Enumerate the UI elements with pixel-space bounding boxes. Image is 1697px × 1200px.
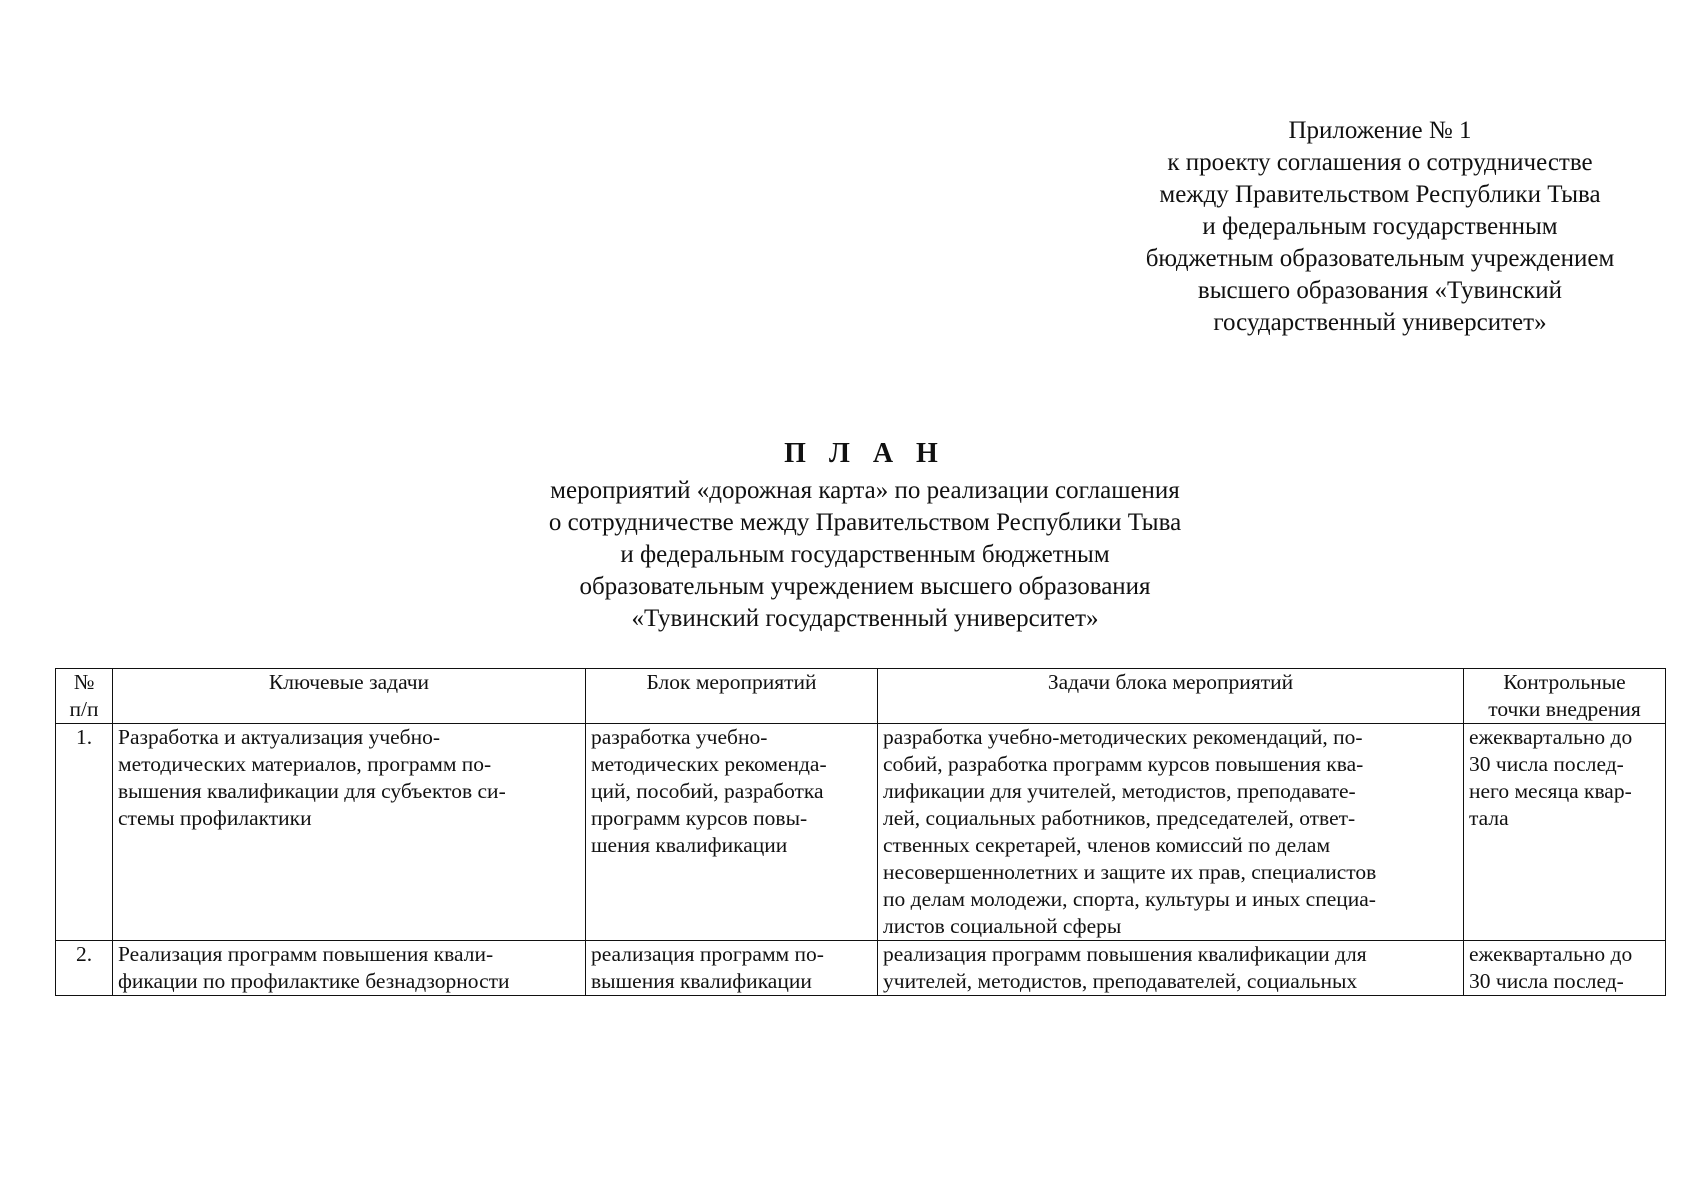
row-block-tasks: разработка учебно-методических рекомендаций, по- собий, разработка программ курсов повышения ква- лификации для учителей, методистов, преподавате- лей, социальных работников, председателей, ответ- ственных секретарей, членов комиссий по делам несовершеннолетних и защите их прав, специалистов по делам молодежи, спорта, культуры и иных специа- листов социальной сферы [878,724,1464,941]
row-num: 2. [56,941,113,996]
plan-table [55,668,1666,996]
appendix-line: бюджетным образовательным учреждением [1145,245,1615,272]
row-num: 1. [56,724,113,941]
row-checkpoints: ежеквартально до 30 числа послед- него месяца квар- тала [1464,724,1666,941]
table-row [56,724,1666,941]
plan-subtitle-line: о сотрудничестве между Правительством Республики Тыва [548,509,1182,536]
appendix-line: Приложение № 1 [1288,117,1472,144]
appendix-header [1110,115,1650,339]
header-num: № п/п [56,669,113,724]
header-event-block: Блок мероприятий [586,669,878,724]
header-block-tasks: Задачи блока мероприятий [878,669,1464,724]
table-header-row [56,669,1666,724]
row-block-tasks: реализация программ повышения квалификации для учителей, методистов, преподавателей, социальных [878,941,1464,996]
plan-title: П Л А Н [784,438,946,469]
row-key-tasks: Разработка и актуализация учебно- методических материалов, программ по- вышения квалификации для субъектов си- стемы профилактики [113,724,586,941]
appendix-line: к проекту соглашения о сотрудничестве [1167,149,1593,176]
appendix-line: государственный университет» [1213,309,1547,336]
appendix-line: и федеральным государственным [1202,213,1558,240]
header-checkpoints: Контрольные точки внедрения [1464,669,1666,724]
table-row [56,941,1666,996]
plan-subtitle-line: мероприятий «дорожная карта» по реализации соглашения [550,477,1180,504]
header-key-tasks: Ключевые задачи [113,669,586,724]
plan-subtitle-line: «Тувинский государственный университет» [631,605,1099,632]
plan-subtitle [0,475,1697,635]
appendix-line: между Правительством Республики Тыва [1159,181,1601,208]
plan-subtitle-line: и федеральным государственным бюджетным [620,541,1110,568]
row-checkpoints: ежеквартально до 30 числа послед- [1464,941,1666,996]
row-event-block: реализация программ по- вышения квалификации [586,941,878,996]
row-event-block: разработка учебно- методических рекоменда- ций, пособий, разработка программ курсов повы- шения квалификации [586,724,878,941]
row-key-tasks: Реализация программ повышения квали- фикации по профилактике безнадзорности [113,941,586,996]
appendix-line: высшего образования «Тувинский [1197,277,1563,304]
plan-subtitle-line: образовательным учреждением высшего образования [579,573,1151,600]
